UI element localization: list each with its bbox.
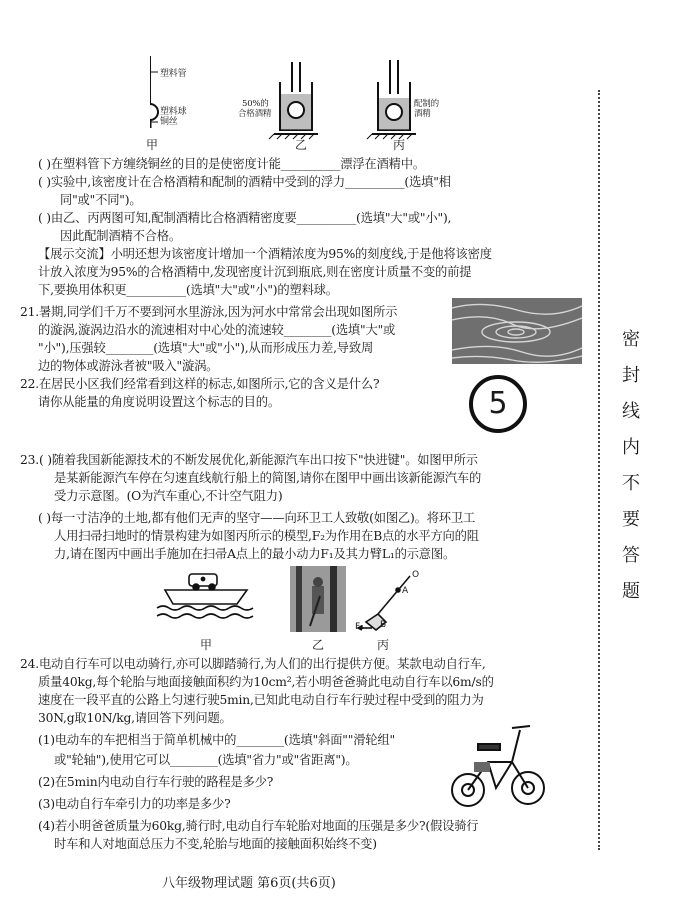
sweeper-photo [290, 566, 346, 632]
seal-char: 密 [622, 329, 640, 350]
q20-line-8: 下,要换用体积更__________(选填"大"或"小")的塑料球。 [38, 283, 338, 297]
label-plastic-tube: 塑料管 [160, 69, 187, 79]
label-plastic-ball: 塑料球 [160, 107, 187, 117]
caption-jia-q23: 甲 [200, 638, 213, 652]
caption-bing-top: 丙 [393, 138, 406, 152]
fig-label-O: O [412, 570, 420, 580]
seal-dotted-line [598, 90, 600, 850]
seal-char: 题 [622, 581, 640, 602]
fig-label-A: A [402, 586, 409, 596]
fig-label-F2: F₂ [355, 622, 364, 632]
label-qualified-alcohol: 合格酒精 [238, 109, 272, 119]
q20-line-4: ( )由乙、丙两图可知,配制酒精比合格酒精密度要__________(选填"大"或"小"), [38, 211, 452, 225]
seal-char: 答 [622, 545, 640, 566]
q24-line-9: (4)若小明爸爸质量为60kg,骑行时,电动自行车轮胎对地面的压强是多少?(假设骑行 [38, 819, 479, 833]
q21-line-2: 的漩涡,漩涡边沿水的流速相对中心处的流速较________(选填"大"或 [38, 323, 396, 337]
q23-line-6: 力,请在图丙中画出手施加在扫帚A点上的最小动力F₁及其力臂L₁的示意图。 [54, 547, 456, 561]
ship-car-figure [155, 566, 260, 630]
q24-line-2: 质量40kg,每个轮胎与地面接触面积约为10cm²,若小明爸爸骑此电动自行车以6m/s的 [38, 675, 494, 689]
q23-line-5: 人用扫帚扫地时的情景构建为如图丙所示的模型,F₂为作用在B点的水平方向的阻 [54, 529, 479, 543]
q24-line-10: 时车和人对地面总压力不变,轮胎与地面的接触面积始终不变) [54, 837, 377, 851]
q24-line-8: (3)电动自行车牵引力的功率是多少? [38, 797, 231, 811]
q23-line-2: 是某新能源汽车停在匀速直线航行船上的简图,请你在图甲中画出该新能源汽车的 [54, 471, 482, 485]
q21-line-3: "小"),压强较________(选填"大"或"小"),从而形成压力差,导致周 [38, 341, 374, 355]
q21-line-4: 边的物体或游泳者被"吸入"漩涡。 [38, 359, 219, 373]
q20-line-1: ( )在塑料管下方缠绕铜丝的目的是使密度计能__________漂浮在酒精中。 [38, 157, 425, 171]
label-50pct: 50%的 [242, 99, 269, 109]
label-alcohol: 酒精 [414, 109, 431, 119]
q24-line-7: (2)在5min内电动自行车行驶的路程是多少? [38, 775, 274, 789]
q20-line-5: 因此配制酒精不合格。 [60, 229, 181, 243]
caption-yi-top: 乙 [295, 138, 308, 152]
q20-line-7: 计放入浓度为95%的合格酒精中,发现密度计沉到瓶底,则在密度计质量不变的前提 [38, 265, 472, 279]
q20-line-3: 同"或"不同")。 [60, 193, 142, 207]
page-footer: 八年级物理试题 第6页(共6页) [162, 876, 336, 891]
q23-line-1: 23.( )随着我国新能源技术的不断发展优化,新能源汽车出口按下"快进键"。如图甲所示 [20, 453, 478, 467]
beaker-qualified-alcohol [269, 62, 318, 139]
q24-line-3: 速度在一段平直的公路上匀速行驶5min,已知此电动自行车行驶过程中受到的阻力为 [38, 693, 484, 707]
seal-char: 要 [622, 509, 640, 530]
seal-char: 内 [622, 437, 640, 458]
label-prepared: 配制的 [414, 99, 439, 109]
seal-char: 不 [622, 473, 640, 494]
caption-jia-top: 甲 [146, 138, 159, 152]
electric-bike-figure [448, 716, 548, 812]
beaker-prepared-alcohol [367, 60, 416, 139]
q24-line-4: 30N,g取10N/kg,请回答下列问题。 [38, 711, 232, 725]
fig-label-B: B [380, 620, 387, 630]
whirlpool-photo [452, 298, 582, 364]
label-copper-wire: 铜丝 [160, 117, 178, 127]
caption-yi-q23: 乙 [312, 638, 325, 652]
q24-line-5: (1)电动车的车把相当于简单机械中的________(选填"斜面""滑轮组" [38, 733, 395, 747]
speed-limit-sign: 5 [469, 375, 527, 433]
caption-bing-q23: 丙 [377, 638, 390, 652]
hydrometer-drawing [150, 56, 158, 128]
seal-char: 线 [622, 401, 640, 422]
q24-line-6: 或"轮轴"),使用它可以________(选填"省力"或"省距离")。 [54, 753, 358, 767]
q22-line-2: 请你从能量的角度说明设置这个标志的目的。 [38, 395, 280, 409]
q20-line-6: 【展示交流】小明还想为该密度计增加一个酒精浓度为95%的刻度线,于是他将该密度 [38, 247, 492, 261]
seal-char: 封 [622, 365, 640, 386]
q21-line-1: 21.暑期,同学们千万不要到河水里游泳,因为河水中常常会出现如图所示 [20, 305, 398, 319]
q23-line-4: ( )每一寸洁净的土地,都有他们无声的坚守——向环卫工人致敬(如图乙)。将环卫工 [38, 511, 476, 525]
q20-line-2: ( )实验中,该密度计在合格酒精和配制的酒精中受到的浮力__________(选填"相 [38, 175, 451, 189]
q23-line-3: 受力示意图。(O为汽车重心,不计空气阻力) [54, 489, 283, 503]
q24-line-1: 24.电动自行车可以电动骑行,亦可以脚踏骑行,为人们的出行提供方便。某款电动自行车, [20, 657, 486, 671]
seal-notice [616, 322, 646, 610]
q22-line-1: 22.在居民小区我们经常看到这样的标志,如图所示,它的含义是什么? [20, 377, 380, 391]
